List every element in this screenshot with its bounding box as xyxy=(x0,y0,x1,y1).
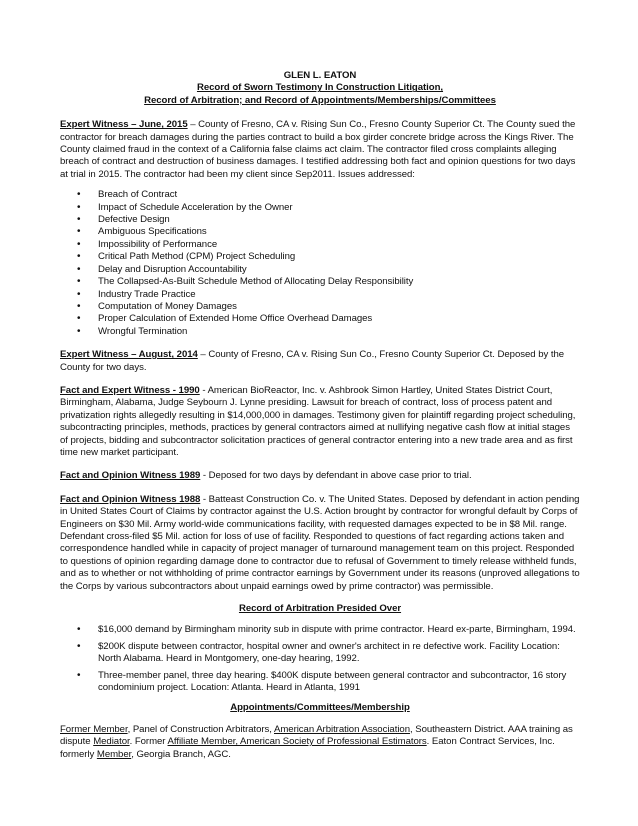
former-member-text: Former Member xyxy=(60,723,128,735)
list-item: • Defective Design xyxy=(98,214,580,226)
section-expert-2014 xyxy=(60,349,580,374)
appointments-text: , Panel of Construction Arbitrators, xyxy=(127,723,274,735)
list-item: • Impossibility of Performance xyxy=(98,239,580,251)
arbitration-list xyxy=(60,624,580,694)
section-fact-1990 xyxy=(60,385,580,459)
document-subtitle: Record of Arbitration; and Record of Appointments/Memberships/Committees xyxy=(144,94,496,106)
appointments-paragraph xyxy=(60,724,580,761)
section-text: – County of Fresno, CA v. Rising Sun Co., Fresno County Superior Ct. Deposed by the County for two days. xyxy=(60,349,565,373)
list-item: • Impact of Schedule Acceleration by the Owner xyxy=(98,202,580,214)
aspe-membership: Affiliate Member, American Society of Professional Estimators xyxy=(167,736,427,748)
list-item: • Critical Path Method (CPM) Project Scheduling xyxy=(98,251,580,263)
arbitration-heading: Record of Arbitration Presided Over xyxy=(238,603,402,615)
section-text: – County of Fresno, CA v. Rising Sun Co., Fresno County Superior Ct. The County sued the contractor for breach damages during the parties contract to build a box girder concrete bridge across the Kings River. The County claimed fraud in the context of a California false claims act claim. The contractor filed cross complaints alleging breach of contract and destruction of business damages. I testified addressing both fact and opinion questions for two days at trial in 2015. The contractor had been my client since Sep2011. Issues addressed: xyxy=(60,119,576,180)
section-text: - American BioReactor, Inc. v. Ashbrook Simon Hartley, United States District Court, Birmingham, Alabama, Judge Seybourn J. Lynne presiding. Lawsuit for breach of contract, loss of process patent and privatization rights allegedly resulting in $14,000,000 in damages. Testimony given for plaintiff regarding project scheduling, subcontracting principles, methods, practices by general contractors aimed at nullifying negative cash flow at initial stages of projects, bidding and subcontractor solicitation practices of general contractor entering into a new trade area and as first time new market participant. xyxy=(60,384,576,458)
section-fact-1989 xyxy=(60,470,580,482)
member-text: Member xyxy=(96,748,132,760)
section-lead: Fact and Opinion Witness 1989 xyxy=(60,470,201,482)
appointments-text: , Southeastern District. AAA training as dispute xyxy=(60,723,573,748)
section-lead: Expert Witness – June, 2015 xyxy=(60,119,188,131)
list-item: • Computation of Money Damages xyxy=(98,301,580,313)
list-item: • $16,000 demand by Birmingham minority sub in dispute with prime contractor. Heard ex-parte, Birmingham, 1994. xyxy=(98,624,580,636)
section-lead: Fact and Expert Witness - 1990 xyxy=(60,384,200,396)
section-lead: Fact and Opinion Witness 1988 xyxy=(60,493,201,505)
list-item: • Delay and Disruption Accountability xyxy=(98,264,580,276)
appointments-text: . Eaton Contract Services, Inc. formerly xyxy=(60,736,555,760)
mediator-text: Mediator xyxy=(93,736,130,748)
list-item: • Ambiguous Specifications xyxy=(98,226,580,238)
list-item: • Industry Trade Practice xyxy=(98,289,580,301)
section-expert-2015 xyxy=(60,119,580,338)
list-item: • The Collapsed-As-Built Schedule Method of Allocating Delay Responsibility xyxy=(98,276,580,288)
issues-list xyxy=(60,189,580,338)
author-name: GLEN L. EATON xyxy=(283,70,357,81)
section-lead: Expert Witness – August, 2014 xyxy=(60,349,198,361)
aaa-name: American Arbitration Association xyxy=(274,723,410,735)
section-fact-1988 xyxy=(60,494,580,593)
appointments-text: . Former xyxy=(129,736,168,748)
appointments-heading: Appointments/Committees/Membership xyxy=(230,702,410,714)
list-item: • $200K dispute between contractor, hospital owner and owner's architect in re defective work. Facility Location: North Alabama. Heard in Montgomery, one-day hearing, 1992. xyxy=(98,641,580,666)
section-text: - Deposed for two days by defendant in above case prior to trial. xyxy=(200,470,472,482)
list-item: • Wrongful Termination xyxy=(98,326,580,338)
appointments-text: , Georgia Branch, AGC. xyxy=(131,748,231,760)
document-page xyxy=(60,70,580,761)
list-item: • Breach of Contract xyxy=(98,189,580,201)
document-title: Record of Sworn Testimony In Construction Litigation, xyxy=(196,82,444,94)
list-item: • Proper Calculation of Extended Home Office Overhead Damages xyxy=(98,313,580,325)
document-header xyxy=(60,70,580,107)
list-item: • Three-member panel, three day hearing. $400K dispute between general contractor and subcontractor, 16 story condominium project. Location: Atlanta. Heard in Atlanta, 1991 xyxy=(98,670,580,695)
section-text: - Batteast Construction Co. v. The United States. Deposed by defendant in action pending in United States Court of Claims by contractor against the U.S. Action brought by contractor for wrongful default by Corps of Engineers on $30 Mil. Army world-wide communications facility, with requested damages expected to be in $8 Mil. range. Defendant cross-filed $5 Mil. action for loss of use of facility. Responded to questions of fact regarding actions taken and correspondence handled while in capacity of project manager of turnaround management team on this project. Responded to questions of opinion regarding damage done to contractor due to refusal of Government to timely release withheld funds, and as to whether or not withholding of prime contractor earnings by Government under its reasons (unproved allegations to the Corps by various subcontractors about unpaid earnings owed by prime contractor) was permissible. xyxy=(60,493,580,592)
